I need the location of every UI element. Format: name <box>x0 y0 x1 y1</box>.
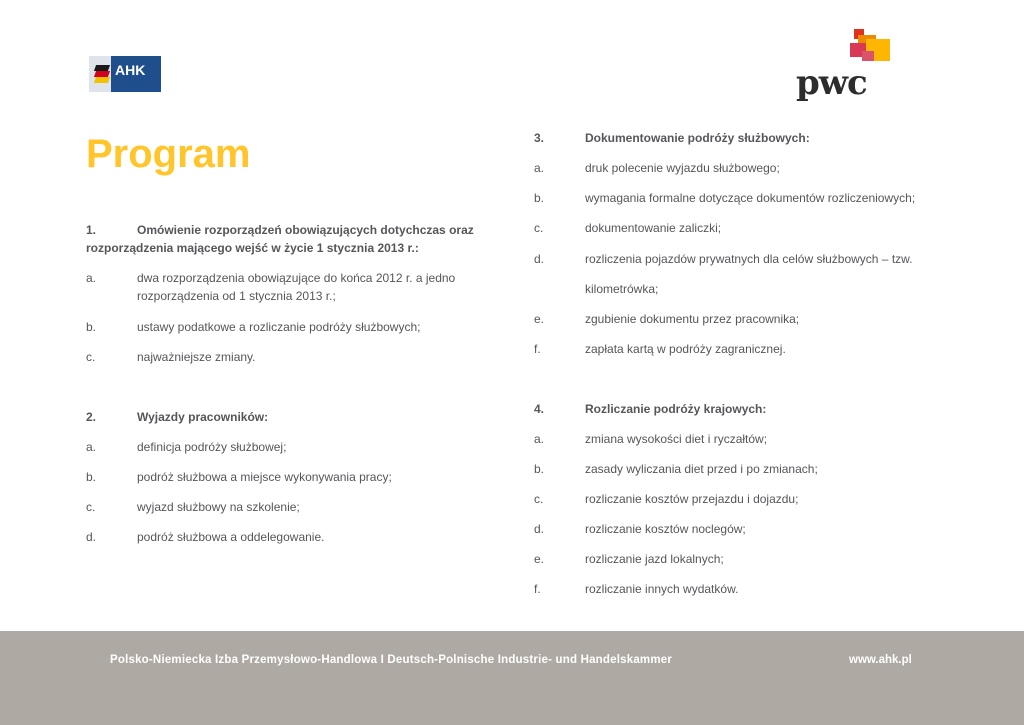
section-number: 3. <box>534 131 545 145</box>
ahk-logo <box>89 56 161 92</box>
list-text: druk polecenie wyjazdu służbowego; <box>585 161 780 175</box>
section-heading: Rozliczanie podróży krajowych: <box>585 402 767 416</box>
list-text: zgubienie dokumentu przez pracownika; <box>585 312 800 326</box>
footer-website-link[interactable]: www.ahk.pl <box>849 654 912 666</box>
list-label: c. <box>534 492 544 506</box>
footer-organization: Polsko-Niemiecka Izba Przemysłowo-Handlowa I Deutsch-Polnische Industrie- und Handelskammer <box>110 654 673 666</box>
ahk-logo-text: AHK <box>115 62 146 78</box>
section-number: 2. <box>86 410 97 424</box>
section-1-heading-continued: rozporządzenia mającego wejść w życie 1 stycznia 2013 r.: <box>86 241 419 255</box>
list-label: d. <box>86 530 97 544</box>
list-text: dwa rozporządzenia obowiązujące do końca 2012 r. a jedno rozporządzenia od 1 stycznia 2013 r.; <box>137 271 456 303</box>
page-title: Program <box>86 132 251 176</box>
list-text: rozliczanie kosztów przejazdu i dojazdu; <box>585 492 799 506</box>
list-label: e. <box>534 312 545 326</box>
list-label: a. <box>534 432 545 446</box>
list-label: f. <box>534 582 541 596</box>
list-text: zasady wyliczania diet przed i po zmianach; <box>585 462 818 476</box>
list-text: wyjazd służbowy na szkolenie; <box>137 500 300 514</box>
list-label: e. <box>534 552 545 566</box>
list-label: a. <box>534 161 545 175</box>
list-text: podróż służbowa a oddelegowanie. <box>137 530 325 544</box>
list-text: zmiana wysokości diet i ryczałtów; <box>585 432 768 446</box>
list-label: b. <box>534 462 545 476</box>
list-text: wymagania formalne dotyczące dokumentów rozliczeniowych; <box>585 191 916 205</box>
flag-stripe-gold <box>94 77 110 83</box>
list-text: rozliczanie innych wydatków. <box>585 582 739 596</box>
section-heading: Wyjazdy pracowników: <box>137 410 269 424</box>
list-label: c. <box>86 350 96 364</box>
list-label: d. <box>534 252 545 266</box>
list-label: d. <box>534 522 545 536</box>
list-label: c. <box>86 500 96 514</box>
pwc-logo-text: pwc <box>796 63 867 103</box>
pwc-logo-block <box>862 51 874 61</box>
list-label: f. <box>534 342 541 356</box>
list-text: rozliczanie jazd lokalnych; <box>585 552 724 566</box>
pwc-logo <box>796 29 892 105</box>
list-label: b. <box>534 191 545 205</box>
list-text: definicja podróży służbowej; <box>137 440 287 454</box>
section-number: 1. <box>86 223 97 237</box>
list-label: b. <box>86 320 97 334</box>
list-text: najważniejsze zmiany. <box>137 350 256 364</box>
list-label: c. <box>534 221 544 235</box>
list-text: kilometrówka; <box>585 282 659 296</box>
list-text: zapłata kartą w podróży zagranicznej. <box>585 342 786 356</box>
list-text: rozliczenia pojazdów prywatnych dla celów służbowych – tzw. <box>585 252 913 266</box>
list-label: a. <box>86 440 97 454</box>
list-text: ustawy podatkowe a rozliczanie podróży służbowych; <box>137 320 421 334</box>
list-label: b. <box>86 470 97 484</box>
section-heading-line: Omówienie rozporządzeń obowiązujących dotychczas oraz <box>137 223 474 237</box>
list-label: a. <box>86 271 97 285</box>
list-text: podróż służbowa a miejsce wykonywania pracy; <box>137 470 392 484</box>
footer-bar <box>0 631 1024 725</box>
section-number: 4. <box>534 402 545 416</box>
list-text: dokumentowanie zaliczki; <box>585 221 722 235</box>
section-heading: Dokumentowanie podróży służbowych: <box>585 131 810 145</box>
list-text: rozliczanie kosztów noclegów; <box>585 522 746 536</box>
